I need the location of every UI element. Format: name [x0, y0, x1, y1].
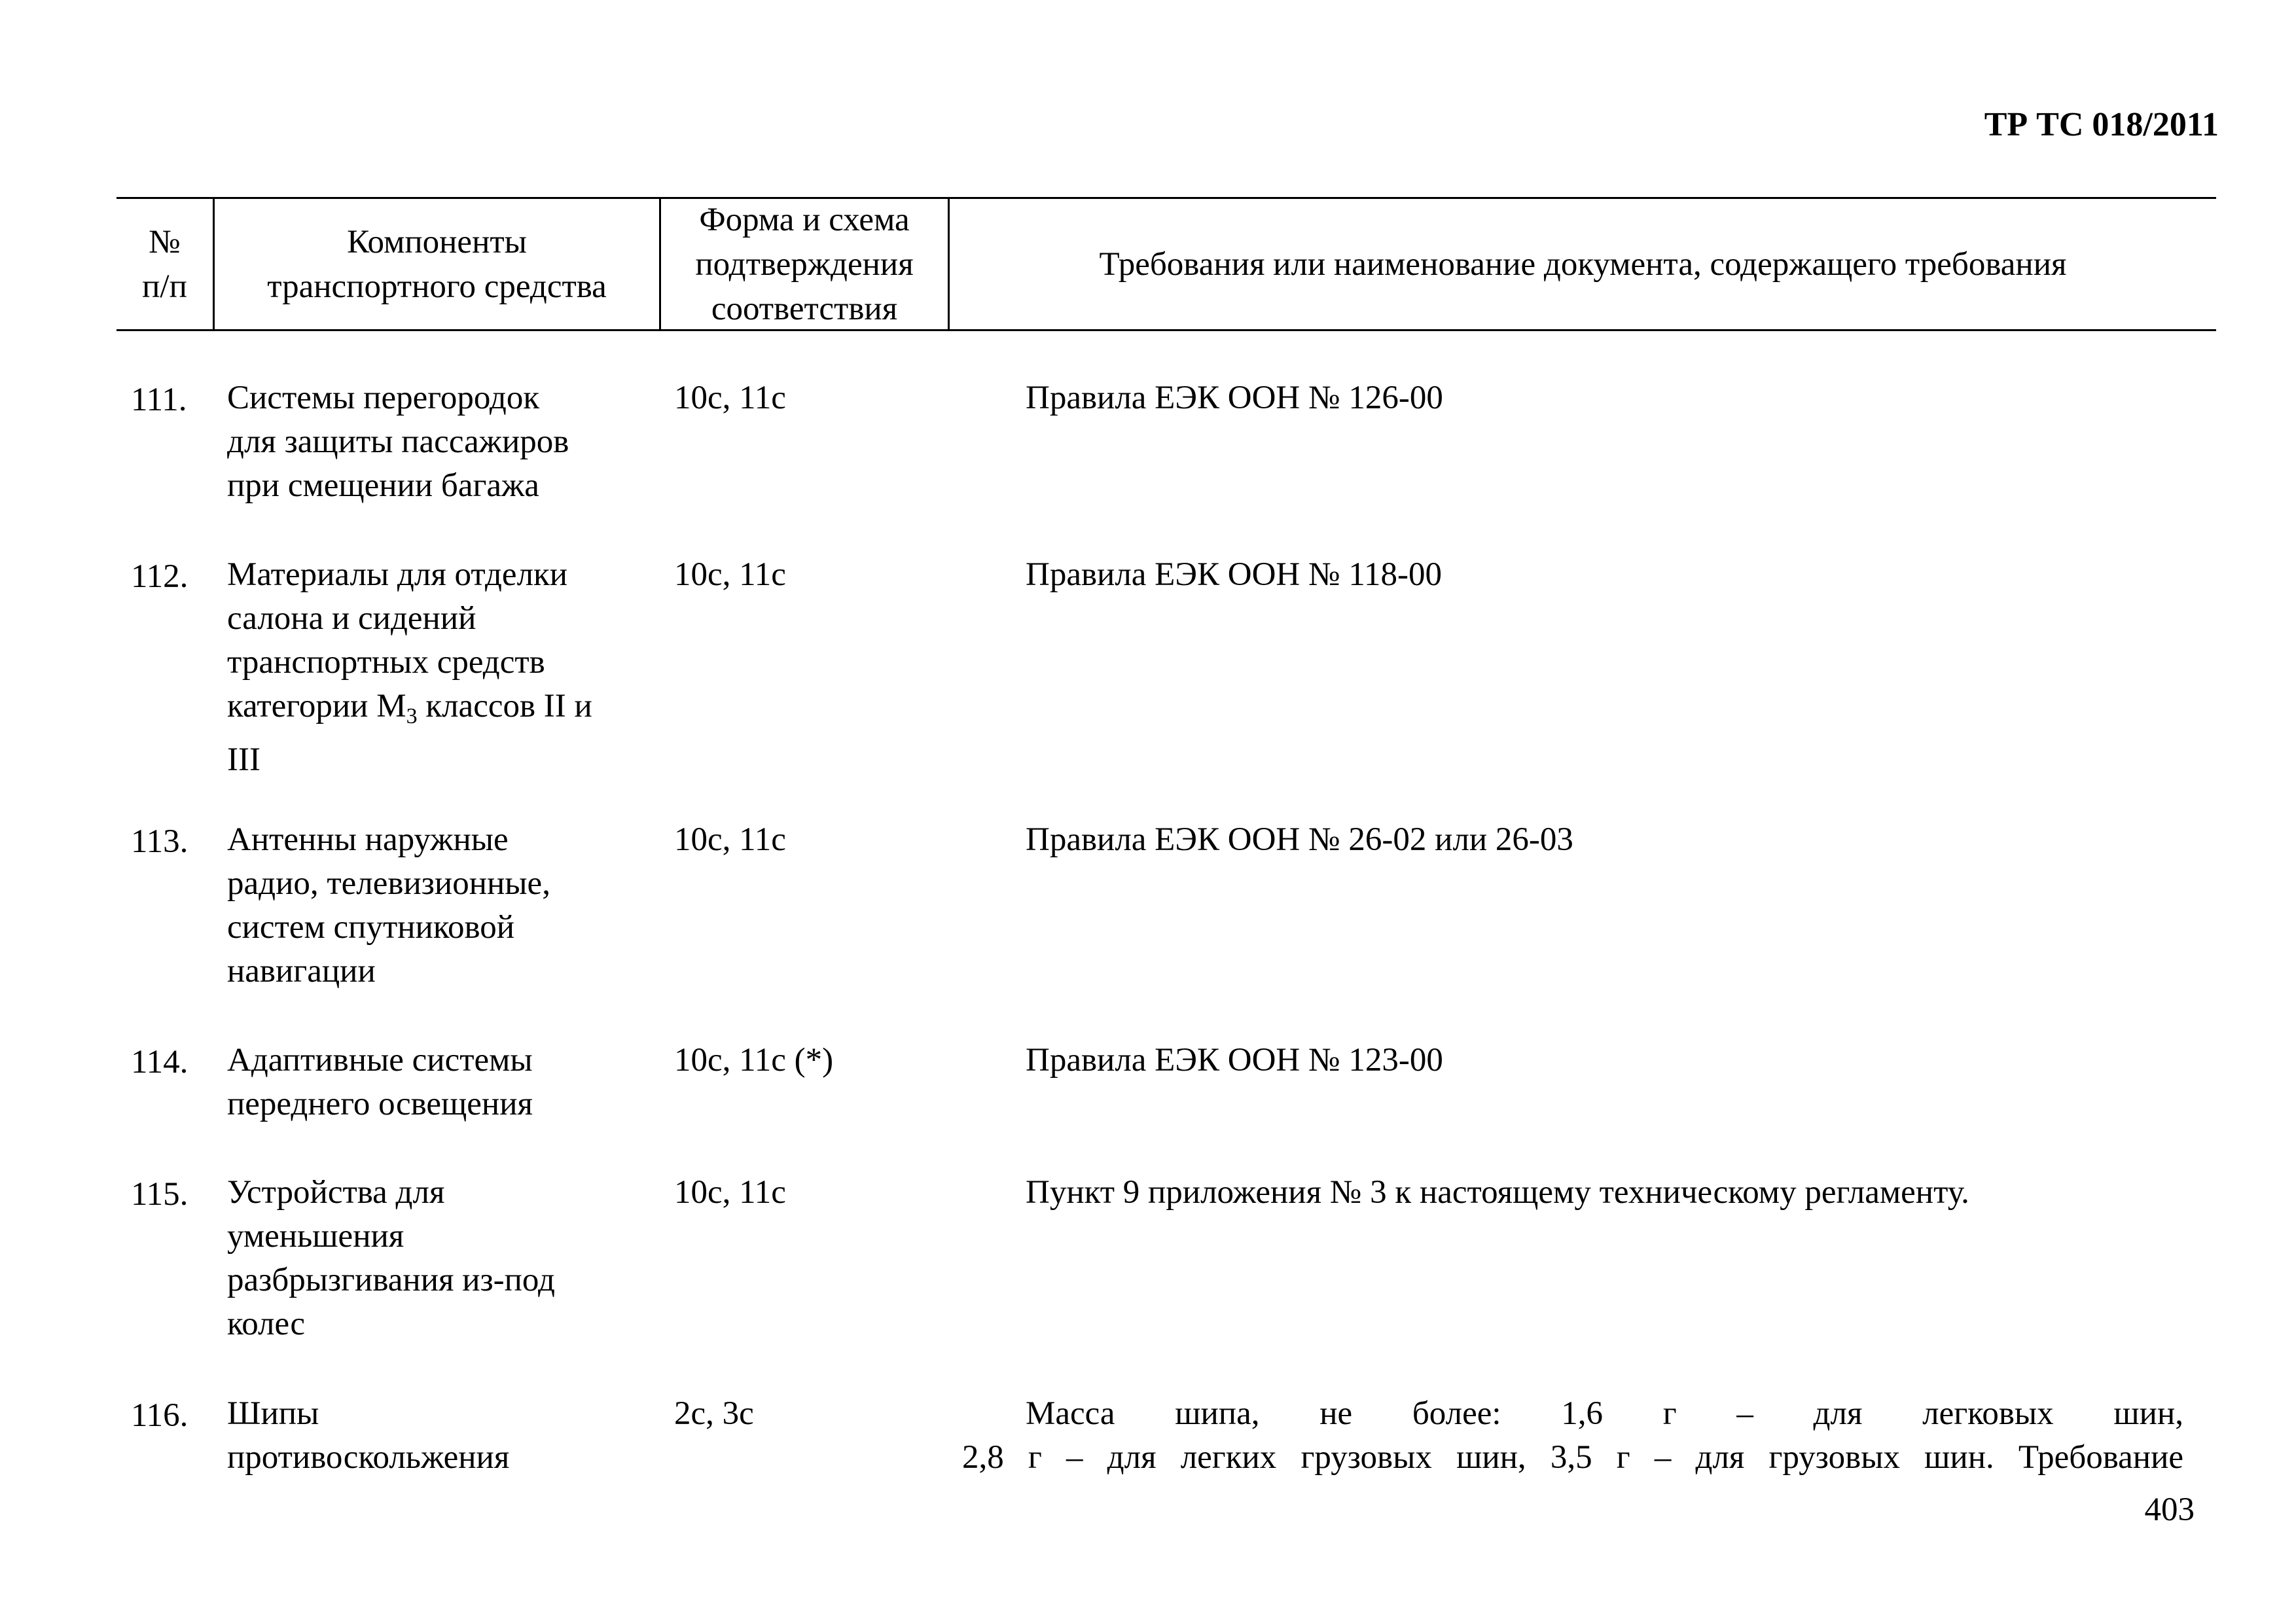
- header-number: № п/п: [142, 224, 187, 305]
- document-code: ТР ТС 018/2011: [1984, 106, 2219, 143]
- requirement-cell: Правила ЕЭК ООН № 126-00: [1026, 380, 1443, 416]
- requirement-cell: Правила ЕЭК ООН № 123-00: [1026, 1042, 1443, 1079]
- conformity-form-cell: 10с, 11с: [674, 556, 786, 593]
- row-number: 114.: [131, 1044, 188, 1080]
- component-cell: Шипы противоскольжения: [227, 1395, 510, 1476]
- requirement-cell: Правила ЕЭК ООН № 118-00: [1026, 556, 1443, 593]
- conformity-form-cell: 10с, 11с (*): [674, 1042, 834, 1079]
- page-number: 403: [2144, 1491, 2195, 1528]
- header-requirements: Требования или наименование документа, содержащего требования: [1099, 246, 2067, 283]
- row-number: 116.: [131, 1397, 188, 1434]
- header-conformity-form: Форма и схема подтверждения соответствия: [695, 202, 914, 327]
- requirement-cell: Правила ЕЭК ООН № 26-02 или 26-03: [1026, 821, 1573, 858]
- component-cell: Материалы для отделки салона и сидений транспортных средств категории $М_3$ классов II и III: [227, 556, 592, 778]
- requirement-cell: Пункт 9 приложения № 3 к настоящему техническому регламенту.: [1026, 1174, 1969, 1211]
- row-number: 113.: [131, 823, 188, 860]
- conformity-form-cell: 10с, 11с: [674, 1174, 786, 1211]
- component-cell: Устройства для уменьшения разбрызгивания из-под колес: [227, 1174, 555, 1342]
- row-number: 115.: [131, 1176, 188, 1213]
- header-components: Компоненты транспортного средства: [267, 224, 607, 305]
- conformity-form-cell: 10с, 11с: [674, 380, 786, 416]
- component-cell: Антенны наружные радио, телевизионные, систем спутниковой навигации: [227, 821, 550, 990]
- row-number: 112.: [131, 558, 188, 595]
- component-cell: Системы перегородок для защиты пассажиров при смещении багажа: [227, 380, 569, 504]
- row-number: 111.: [131, 382, 187, 418]
- component-cell: Адаптивные системы переднего освещения: [227, 1042, 533, 1122]
- requirement-cell: Масса шипа, не более: 1,6 г – для легковых шин, 2,8 г – для легких грузовых шин, 3,5 г – для грузовых шин. Требование: [962, 1395, 2183, 1476]
- conformity-form-cell: 10с, 11с: [674, 821, 786, 858]
- conformity-form-cell: 2с, 3с: [674, 1395, 754, 1432]
